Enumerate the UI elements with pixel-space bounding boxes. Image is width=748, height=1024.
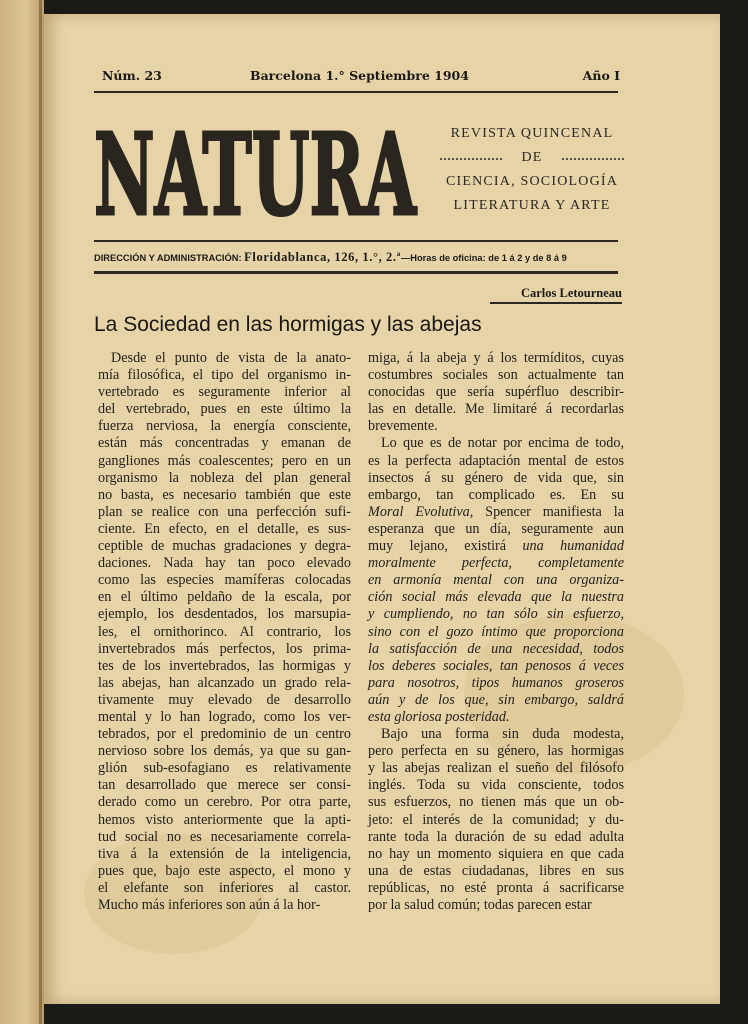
previous-page-edge — [0, 0, 44, 1024]
text-line: daciones. Nada hay tan poco elevado — [98, 555, 351, 572]
text-line: no basta, es necesario también que este — [98, 486, 351, 503]
text-line: derado como un cerebro. Por otra parte, — [98, 794, 351, 811]
text-line: sino con el gozo íntimo que proporciona — [368, 623, 624, 640]
text-line: una de estas ciudadanas, libres en sus — [368, 862, 624, 879]
text-line: inglés. Toda su vida consciente, todos — [368, 777, 624, 794]
text-line: rante toda la duración de su edad adulta — [368, 828, 624, 845]
logo-text: NATURA — [94, 118, 418, 228]
article-author: Carlos Letourneau — [520, 286, 622, 300]
text-line: muy lejano, existirá una humanidad — [368, 538, 624, 555]
text-line: esperanza que un día, seguramente aun — [368, 520, 624, 537]
text-line: tiva á la extensión de la inteligencia, — [98, 845, 351, 862]
text-line: brevemente. — [368, 418, 438, 435]
text-line: miga, á la abeja y á los termíditos, cuyas — [368, 350, 624, 366]
text-line: mía filosófica, el tipo del organismo in- — [98, 367, 351, 384]
text-line: glión sub-esofagiano es relativamente — [98, 760, 351, 777]
text-line: como las especies mamíferas colocadas — [98, 572, 351, 589]
text-line: tud social no es necesariamente correla- — [98, 828, 351, 845]
text-line: tebrados, por el predominio de un centro — [98, 726, 351, 743]
admin-label: DIRECCIÓN Y ADMINISTRACIÓN: — [94, 253, 242, 263]
masthead-rule — [94, 240, 618, 242]
text-line: conocidas que sería supérfluo describir- — [368, 384, 624, 401]
text-line: Mucho más inferiores son aún á la hor- — [98, 897, 321, 913]
issue-date: Barcelona 1.° Septiembre 1904 — [250, 68, 469, 83]
text-line: tivamente muy elevado de desarrollo — [98, 691, 351, 708]
text-line: las abejas, han alcanzado un grado rela- — [98, 674, 351, 691]
text-line: aún y de los que, sin embargo, saldrá — [368, 691, 624, 708]
text-line: ceptible de muchas gradaciones y degra- — [98, 538, 351, 555]
text-line: tan desarrollado que merece ser consi- — [98, 777, 351, 794]
text-line: la satisfacción de una necesidad, todos — [368, 640, 624, 657]
text-line: vertebrado es seguramente inferior al — [98, 384, 351, 401]
text-line: ción social más elevada que la nuestra — [368, 589, 624, 606]
subtitle-line: LITERATURA Y ARTE — [453, 198, 611, 213]
text-line: por la salud común; todas parecen estar — [368, 897, 592, 913]
text-line: Lo que es de notar por encima de todo, — [381, 435, 624, 452]
text-line: hemos visto anteriormente que la apti- — [98, 811, 351, 828]
text-line: el elefante son inferiores al castor. — [98, 879, 351, 896]
subtitle-line: DE — [434, 146, 630, 170]
admin-rule — [94, 271, 618, 274]
text-line: los deberes sociales, tan penosos á veces — [368, 657, 624, 674]
text-line: repúblicas, no esté pronta á sacrificarse — [368, 879, 624, 896]
text-line: Bajo una forma sin duda modesta, — [381, 726, 624, 743]
text-line: organismo la nobleza del plan general — [98, 469, 351, 486]
text-line: moralmente perfecta, completamente — [368, 555, 624, 572]
text-line: nervioso sobre los demás, ya que su gan- — [98, 743, 351, 760]
text-line: sus esfuerzos, no tienen más que un ob- — [368, 794, 624, 811]
administration-line — [94, 250, 634, 265]
text-column-left — [98, 350, 351, 914]
text-line: invertebrados más perfectos, los prima- — [98, 640, 351, 657]
text-line: en el último peldaño de la escala, por — [98, 589, 351, 606]
text-line: jeto: el interés de la comunidad; y du- — [368, 811, 624, 828]
text-line: mental y lo han logrado, como los ver- — [98, 708, 351, 725]
text-line: y las abejas realizan el sueño del filósofo — [368, 760, 624, 777]
text-line: gangliones más coalescentes; pero en un — [98, 452, 351, 469]
text-line: Moral Evolutiva, Spencer manifiesta la — [368, 503, 624, 520]
text-column-right — [368, 350, 624, 914]
text-line: costumbres sociales son actualmente tan — [368, 367, 624, 384]
issue-year: Año I — [582, 68, 620, 83]
text-line: del vertebrado, pues en este último la — [98, 401, 351, 418]
text-line: pues que, bajo este aspecto, el mono y — [98, 862, 351, 879]
page-gutter — [39, 0, 42, 1024]
text-line: esta gloriosa posteridad. — [368, 708, 510, 725]
issue-number: Núm. 23 — [102, 68, 162, 83]
header-rule — [94, 91, 618, 93]
text-line: en armonía mental con una organiza- — [368, 572, 624, 589]
text-line: ciente. En efecto, en el detalle, es sus- — [98, 520, 351, 537]
article-title: La Sociedad en las hormigas y las abejas — [94, 313, 482, 336]
text-line: y cumpliendo, no tan sólo sin esfuerzo, — [368, 606, 624, 623]
text-line: Desde el punto de vista de la anato- — [111, 350, 351, 366]
text-line: no hay un momento siquiera en que cada — [368, 845, 624, 862]
text-line: pero perfecta en su género, las hormigas — [368, 743, 624, 760]
text-line: fuerza nerviosa, la energía consciente, — [98, 418, 351, 435]
text-line: embargo, tan complicado es. En su — [368, 486, 624, 503]
subtitle-line: CIENCIA, SOCIOLOGÍA — [445, 174, 619, 189]
text-line: ejemplo, los desdentados, los marsupia- — [98, 606, 351, 623]
author-rule — [490, 302, 622, 304]
text-line: es la perfecta adaptación mental de estos — [368, 452, 624, 469]
text-line: les, el ornithorinco. Al contrario, los — [98, 623, 351, 640]
text-line: para nosotros, tipos humanos groseros — [368, 674, 624, 691]
text-line: insectos á su género de vida que, sin — [368, 469, 624, 486]
text-line: plan se realice con una perfección sufi- — [98, 503, 351, 520]
issue-header — [96, 68, 620, 88]
admin-hours: —Horas de oficina: de 1 á 2 y de 8 á 9 — [400, 253, 567, 263]
masthead-subtitle — [434, 122, 630, 218]
text-line: las en detalle. Me limitaré á recordarlas — [368, 401, 624, 418]
text-line: están más concentradas y emanan de — [98, 435, 351, 452]
magazine-page — [44, 14, 720, 1004]
text-line: tes de los invertebrados, las hormigas y — [98, 657, 351, 674]
natura-logo — [92, 118, 422, 228]
subtitle-line: REVISTA QUINCENAL — [450, 126, 614, 141]
admin-address: Floridablanca, 126, 1.°, 2.ª — [244, 250, 401, 264]
